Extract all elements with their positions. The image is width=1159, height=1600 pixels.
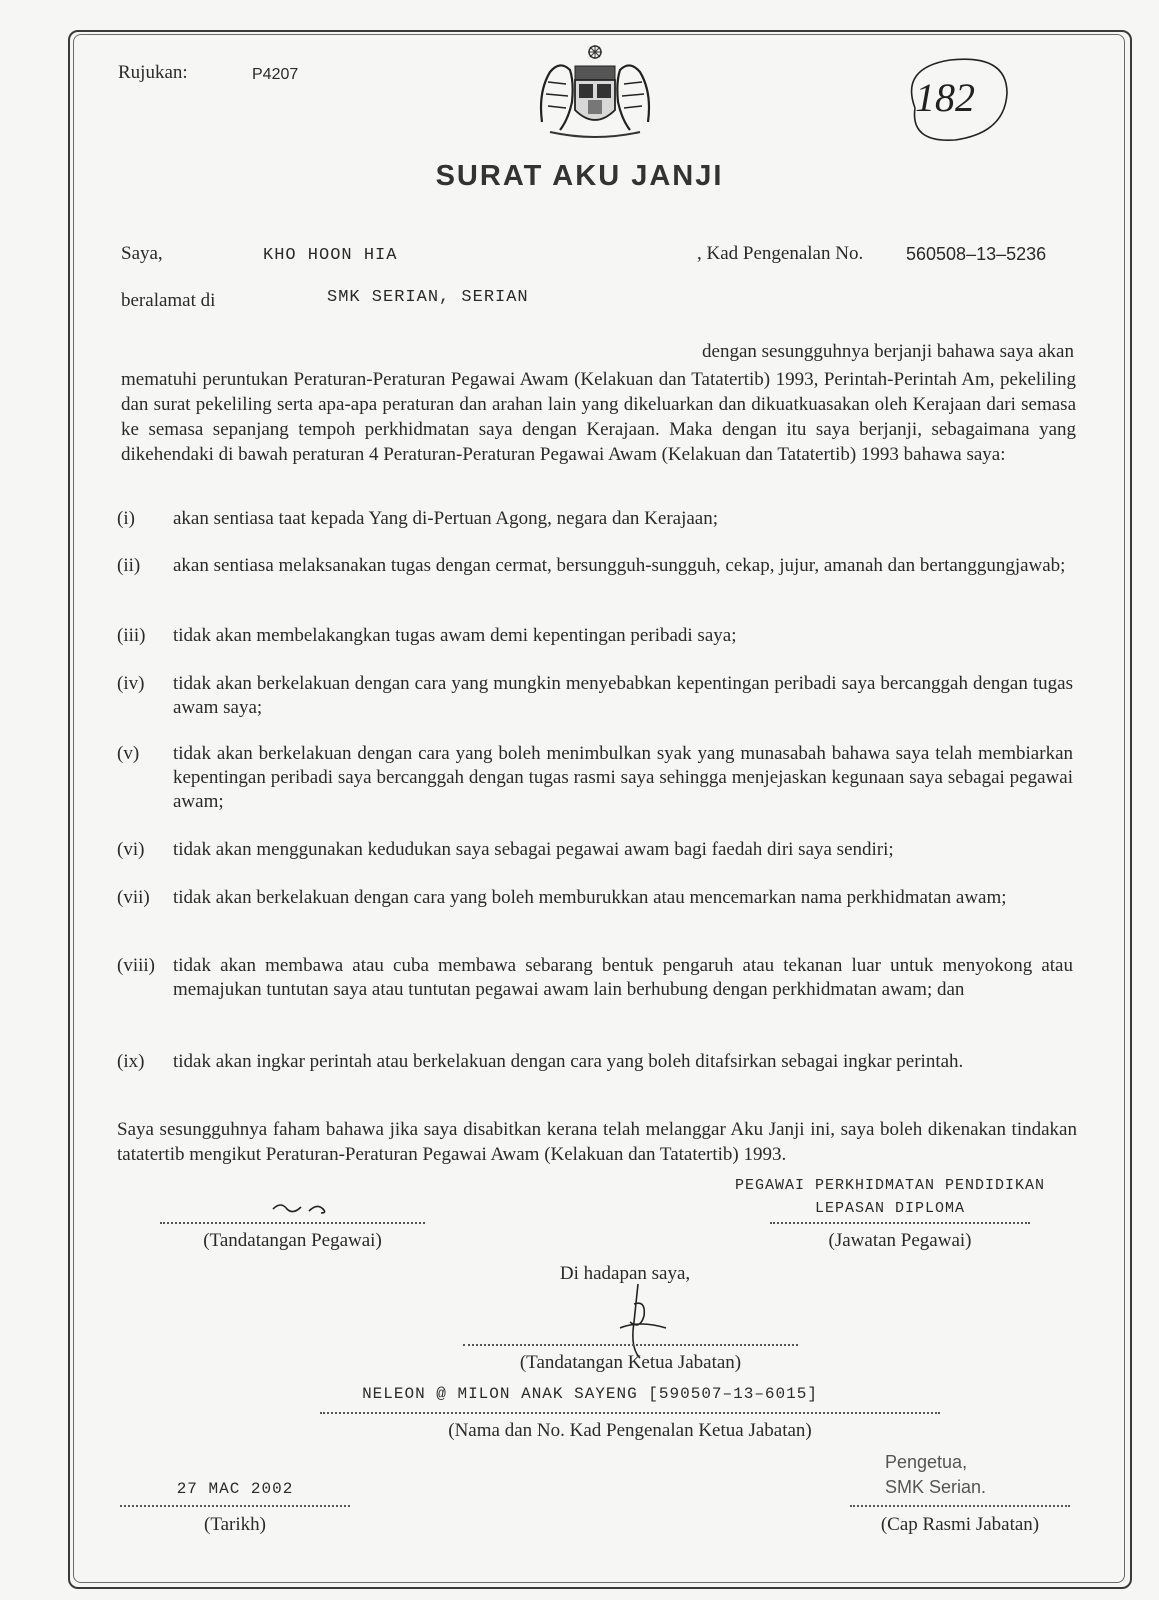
handwritten-number: 182 xyxy=(915,75,975,120)
witness-intro: Di hadapan saya, xyxy=(559,1263,691,1284)
ic-label: , Kad Pengenalan No. xyxy=(697,243,864,264)
date-value: 27 MAC 2002 xyxy=(176,1480,294,1498)
head-signature-caption: (Tandatangan Ketua Jabatan) xyxy=(519,1352,742,1373)
clause-number: (ix) xyxy=(117,1051,145,1072)
date-line xyxy=(120,1505,350,1507)
saya-label: Saya, xyxy=(121,243,163,264)
head-signature-icon xyxy=(600,1282,680,1362)
intro-paragraph: mematuhi peruntukan Peraturan-Peraturan Pegawai Awam (Kelakuan dan Tatatertib) 1993, Perintah-Perintah Am, pekeliling dan surat pekeliling serta apa-apa peraturan dan arahan lain yang dikeluarkan dan dikuatkuasakan oleh Kerajaan dari semasa ke semasa sepanjang tempoh perkhidmatan saya dengan Kerajaan. Maka dengan itu saya berjanji, sebagaimana yang dikehendaki di bawah peraturan 4 Peraturan-Peraturan Pegawai Awam (Kelakuan dan Tatatertib) 1993 bahawa saya: xyxy=(121,369,1076,465)
head-name-caption: (Nama dan No. Kad Pengenalan Ketua Jabatan) xyxy=(448,1420,812,1441)
clause-text: tidak akan membawa atau cuba membawa sebarang bentuk pengaruh atau tekanan luar untuk menyokong atau memajukan tuntutan saya atau tuntutan pegawai awam lain berhubung dengan perkhidmatan awam; dan xyxy=(173,955,1073,1000)
head-name-line xyxy=(320,1412,940,1414)
officer-signature-icon xyxy=(265,1195,345,1219)
head-name-ic: NELEON @ MILON ANAK SAYENG [590507–13–6015] xyxy=(362,1385,818,1403)
officer-signature-line xyxy=(160,1222,425,1224)
clause-number: (i) xyxy=(117,508,135,529)
ic-number: 560508–13–5236 xyxy=(906,244,1047,264)
clause-text: tidak akan berkelakuan dengan cara yang boleh menimbulkan syak yang munasabah bahawa saya telah membiarkan kepentingan peribadi saya bercanggah dengan tugas rasmi saya sehingga menjejaskan kegunaan saya sebagai pegawai awam; xyxy=(173,743,1073,812)
clause-text: tidak akan berkelakuan dengan cara yang mungkin menyebabkan kepentingan peribadi saya bercanggah dengan tugas awam saya; xyxy=(173,673,1073,718)
clause-number: (iii) xyxy=(117,625,146,646)
intro-first-line: dengan sesungguhnya berjanji bahawa saya akan xyxy=(702,341,1074,362)
clause-number: (ii) xyxy=(117,555,141,576)
position-line-1: PEGAWAI PERKHIDMATAN PENDIDIKAN xyxy=(734,1177,1046,1194)
address-value: SMK SERIAN, SERIAN xyxy=(327,288,529,307)
stamp-line-2: SMK Serian. xyxy=(885,1477,987,1497)
clause-number: (vi) xyxy=(117,839,145,860)
clause-text: tidak akan menggunakan kedudukan saya sebagai pegawai awam bagi faedah diri saya sendiri; xyxy=(173,839,894,860)
address-label: beralamat di xyxy=(121,290,216,311)
clause-text: akan sentiasa taat kepada Yang di-Pertuan Agong, negara dan Kerajaan; xyxy=(173,508,718,529)
officer-name: KHO HOON HIA xyxy=(263,246,398,265)
clause-text: tidak akan berkelakuan dengan cara yang boleh memburukkan atau mencemarkan nama perkhidmatan awam; xyxy=(173,887,1007,908)
reference-label: Rujukan: xyxy=(118,62,188,83)
closing-paragraph: Saya sesungguhnya faham bahawa jika saya disabitkan kerana telah melanggar Aku Janji ini, saya boleh dikenakan tindakan tatatertib mengikut Peraturan-Peraturan Pegawai Awam (Kelakuan dan Tatatertib) 1993. xyxy=(117,1119,1077,1165)
head-signature-line xyxy=(463,1344,798,1346)
coat-of-arms-icon xyxy=(530,42,660,142)
handwritten-number-mark xyxy=(895,48,1015,148)
clause-text: tidak akan membelakangkan tugas awam demi kepentingan peribadi saya; xyxy=(173,625,737,646)
position-line-2: LEPASAN DIPLOMA xyxy=(814,1200,966,1217)
clause-text: tidak akan ingkar perintah atau berkelakuan dengan cara yang boleh ditafsirkan sebagai ingkar perintah. xyxy=(173,1051,964,1072)
officer-signature-caption: (Tandatangan Pegawai) xyxy=(203,1230,382,1251)
clause-number: (vii) xyxy=(117,887,150,908)
stamp-caption: (Cap Rasmi Jabatan) xyxy=(880,1514,1040,1535)
clause-number: (viii) xyxy=(117,955,155,976)
position-line xyxy=(770,1222,1030,1224)
clause-number: (iv) xyxy=(117,673,145,694)
position-caption: (Jawatan Pegawai) xyxy=(828,1230,972,1251)
clause-number: (v) xyxy=(117,743,140,764)
clause-text: akan sentiasa melaksanakan tugas dengan cermat, bersungguh-sungguh, cekap, jujur, amanah dan bertanggungjawab; xyxy=(173,555,1066,576)
document-title: SURAT AKU JANJI xyxy=(435,160,724,192)
stamp-line xyxy=(850,1505,1070,1507)
reference-value: P4207 xyxy=(252,66,299,83)
date-caption: (Tarikh) xyxy=(204,1514,266,1535)
stamp-line-1: Pengetua, xyxy=(885,1452,968,1472)
